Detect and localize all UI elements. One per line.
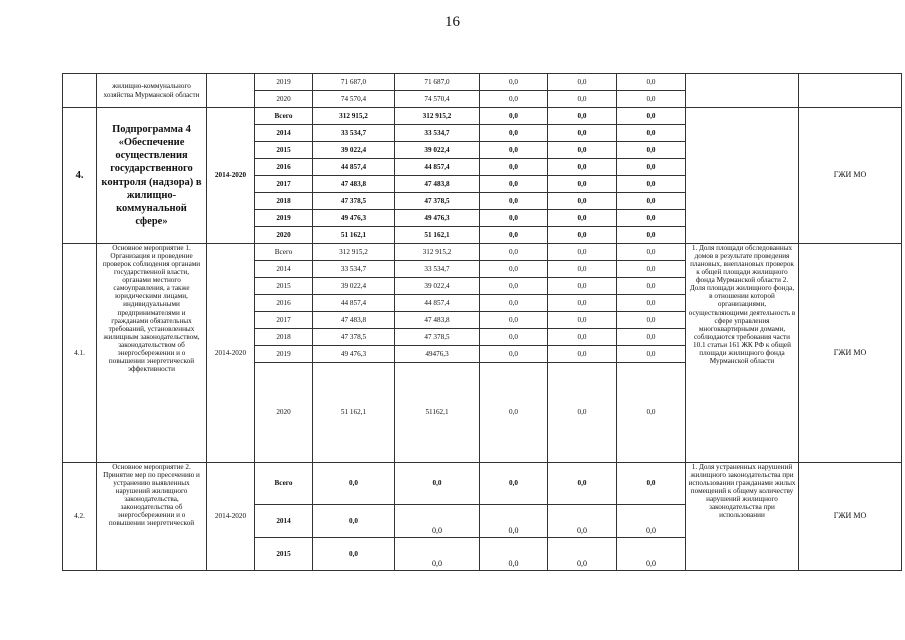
year-cell: 2016 — [255, 159, 313, 176]
item-number-cell: 4.2. — [63, 463, 97, 571]
period-cell — [207, 74, 255, 108]
federal-budget-cell: 0,0 — [480, 108, 548, 125]
other-sources-cell: 0,0 — [617, 329, 686, 346]
total-cell: 33 534,7 — [313, 261, 395, 278]
other-sources-cell: 0,0 — [617, 210, 686, 227]
item-name-cell: Подпрограмма 4 «Обеспечение осуществления государственного контроля (надзора) в жилищно-коммунальной сфере» — [97, 108, 207, 244]
regional-budget-cell: 49 476,3 — [395, 210, 480, 227]
year-cell: 2020 — [255, 363, 313, 463]
local-budget-cell: 0,0 — [548, 244, 617, 261]
total-cell: 47 378,5 — [313, 193, 395, 210]
period-cell: 2014-2020 — [207, 108, 255, 244]
item-number-cell: 4.1. — [63, 244, 97, 463]
total-cell: 49 476,3 — [313, 210, 395, 227]
other-sources-cell: 0,0 — [617, 159, 686, 176]
other-sources-cell: 0,0 — [617, 125, 686, 142]
local-budget-cell: 0,0 — [548, 538, 617, 571]
regional-budget-cell: 0,0 — [395, 538, 480, 571]
executor-cell: ГЖИ МО — [799, 463, 902, 571]
other-sources-cell: 0,0 — [617, 538, 686, 571]
regional-budget-cell: 49476,3 — [395, 346, 480, 363]
year-cell: 2020 — [255, 227, 313, 244]
other-sources-cell: 0,0 — [617, 463, 686, 505]
local-budget-cell: 0,0 — [548, 142, 617, 159]
executor-cell: ГЖИ МО — [799, 244, 902, 463]
federal-budget-cell: 0,0 — [480, 538, 548, 571]
year-cell: 2014 — [255, 505, 313, 538]
year-cell: 2018 — [255, 193, 313, 210]
other-sources-cell: 0,0 — [617, 295, 686, 312]
regional-budget-cell: 51162,1 — [395, 363, 480, 463]
federal-budget-cell: 0,0 — [480, 193, 548, 210]
year-cell: 2015 — [255, 142, 313, 159]
local-budget-cell: 0,0 — [548, 278, 617, 295]
table-row — [63, 108, 902, 125]
other-sources-cell: 0,0 — [617, 505, 686, 538]
total-cell: 44 857,4 — [313, 295, 395, 312]
total-cell: 0,0 — [313, 505, 395, 538]
local-budget-cell: 0,0 — [548, 363, 617, 463]
local-budget-cell: 0,0 — [548, 295, 617, 312]
executor-cell — [799, 74, 902, 108]
program-table — [62, 73, 902, 571]
federal-budget-cell: 0,0 — [480, 159, 548, 176]
total-cell: 74 570,4 — [313, 91, 395, 108]
total-cell: 39 022,4 — [313, 142, 395, 159]
year-cell: Всего — [255, 108, 313, 125]
indicator-cell — [686, 74, 799, 108]
local-budget-cell: 0,0 — [548, 91, 617, 108]
local-budget-cell: 0,0 — [548, 108, 617, 125]
regional-budget-cell: 47 483,8 — [395, 312, 480, 329]
federal-budget-cell: 0,0 — [480, 125, 548, 142]
indicator-cell: 1. Доля площади обследованных домов в результате проведения плановых, внеплановых проверок к общей площади жилищного фонда Мурманской области 2. Доля площади жилищного фонда, в отношении которой организациями, осуществляющими деятельность в сфере управления многоквартирными домами, соблюдаются требования части 10.1 статьи 161 ЖК РФ к общей площади жилищного фонда Мурманской области — [686, 244, 799, 463]
federal-budget-cell: 0,0 — [480, 278, 548, 295]
total-cell: 0,0 — [313, 463, 395, 505]
page-number: 16 — [445, 14, 460, 30]
federal-budget-cell: 0,0 — [480, 346, 548, 363]
other-sources-cell: 0,0 — [617, 91, 686, 108]
local-budget-cell: 0,0 — [548, 125, 617, 142]
total-cell: 47 483,8 — [313, 312, 395, 329]
item-number-cell: 4. — [63, 108, 97, 244]
table-row — [63, 74, 902, 91]
year-cell: Всего — [255, 244, 313, 261]
table-body — [63, 74, 902, 571]
item-name-cell: Основное мероприятие 1. Организация и проведение проверок соблюдения органами государственной власти, органами местного самоуправления, а также юридическими лицами, индивидуальными предпринимателями и гражданами обязательных требований, установленных жилищным законодательством, законодательством об энергосбережении и о повышении энергетической эффективности — [97, 244, 207, 463]
period-cell: 2014-2020 — [207, 244, 255, 463]
year-cell: 2020 — [255, 91, 313, 108]
total-cell: 51 162,1 — [313, 227, 395, 244]
other-sources-cell: 0,0 — [617, 244, 686, 261]
local-budget-cell: 0,0 — [548, 346, 617, 363]
local-budget-cell: 0,0 — [548, 463, 617, 505]
executor-cell: ГЖИ МО — [799, 108, 902, 244]
year-cell: 2016 — [255, 295, 313, 312]
federal-budget-cell: 0,0 — [480, 295, 548, 312]
other-sources-cell: 0,0 — [617, 74, 686, 91]
total-cell: 0,0 — [313, 538, 395, 571]
federal-budget-cell: 0,0 — [480, 363, 548, 463]
total-cell: 44 857,4 — [313, 159, 395, 176]
federal-budget-cell: 0,0 — [480, 74, 548, 91]
local-budget-cell: 0,0 — [548, 210, 617, 227]
year-cell: 2019 — [255, 74, 313, 91]
year-cell: 2017 — [255, 176, 313, 193]
regional-budget-cell: 71 687,0 — [395, 74, 480, 91]
federal-budget-cell: 0,0 — [480, 142, 548, 159]
local-budget-cell: 0,0 — [548, 261, 617, 278]
period-cell: 2014-2020 — [207, 463, 255, 571]
regional-budget-cell: 312 915,2 — [395, 108, 480, 125]
total-cell: 47 483,8 — [313, 176, 395, 193]
federal-budget-cell: 0,0 — [480, 244, 548, 261]
federal-budget-cell: 0,0 — [480, 261, 548, 278]
federal-budget-cell: 0,0 — [480, 210, 548, 227]
other-sources-cell: 0,0 — [617, 108, 686, 125]
federal-budget-cell: 0,0 — [480, 227, 548, 244]
regional-budget-cell: 33 534,7 — [395, 261, 480, 278]
local-budget-cell: 0,0 — [548, 193, 617, 210]
total-cell: 39 022,4 — [313, 278, 395, 295]
year-cell: 2019 — [255, 210, 313, 227]
federal-budget-cell: 0,0 — [480, 176, 548, 193]
regional-budget-cell: 47 378,5 — [395, 193, 480, 210]
federal-budget-cell: 0,0 — [480, 329, 548, 346]
total-cell: 47 378,5 — [313, 329, 395, 346]
local-budget-cell: 0,0 — [548, 159, 617, 176]
other-sources-cell: 0,0 — [617, 261, 686, 278]
regional-budget-cell: 0,0 — [395, 505, 480, 538]
local-budget-cell: 0,0 — [548, 329, 617, 346]
year-cell: 2014 — [255, 125, 313, 142]
table-row — [63, 244, 902, 261]
item-number-cell — [63, 74, 97, 108]
total-cell: 33 534,7 — [313, 125, 395, 142]
regional-budget-cell: 74 570,4 — [395, 91, 480, 108]
year-cell: 2017 — [255, 312, 313, 329]
regional-budget-cell: 51 162,1 — [395, 227, 480, 244]
table-row — [63, 463, 902, 505]
total-cell: 312 915,2 — [313, 244, 395, 261]
item-name-cell: Основное мероприятие 2. Принятие мер по пресечению и устранению выявленных нарушений жилищного законодательства, законодательства об энергосбережении и о повышении энергетической — [97, 463, 207, 571]
year-cell: 2018 — [255, 329, 313, 346]
year-cell: 2015 — [255, 538, 313, 571]
local-budget-cell: 0,0 — [548, 176, 617, 193]
other-sources-cell: 0,0 — [617, 176, 686, 193]
other-sources-cell: 0,0 — [617, 312, 686, 329]
regional-budget-cell: 33 534,7 — [395, 125, 480, 142]
other-sources-cell: 0,0 — [617, 142, 686, 159]
federal-budget-cell: 0,0 — [480, 505, 548, 538]
indicator-cell — [686, 108, 799, 244]
local-budget-cell: 0,0 — [548, 74, 617, 91]
year-cell: 2014 — [255, 261, 313, 278]
local-budget-cell: 0,0 — [548, 505, 617, 538]
total-cell: 71 687,0 — [313, 74, 395, 91]
regional-budget-cell: 44 857,4 — [395, 295, 480, 312]
other-sources-cell: 0,0 — [617, 278, 686, 295]
other-sources-cell: 0,0 — [617, 346, 686, 363]
regional-budget-cell: 44 857,4 — [395, 159, 480, 176]
item-name-cell: жилищно-коммунального хозяйства Мурманской области — [97, 74, 207, 108]
regional-budget-cell: 47 483,8 — [395, 176, 480, 193]
indicator-cell: 1. Доля устраненных нарушений жилищного законодательства при использовании гражданами жилых помещений к общему количеству нарушений жилищного законодательства при использовании — [686, 463, 799, 571]
total-cell: 312 915,2 — [313, 108, 395, 125]
local-budget-cell: 0,0 — [548, 227, 617, 244]
regional-budget-cell: 47 378,5 — [395, 329, 480, 346]
other-sources-cell: 0,0 — [617, 227, 686, 244]
federal-budget-cell: 0,0 — [480, 463, 548, 505]
total-cell: 49 476,3 — [313, 346, 395, 363]
regional-budget-cell: 39 022,4 — [395, 142, 480, 159]
federal-budget-cell: 0,0 — [480, 91, 548, 108]
regional-budget-cell: 0,0 — [395, 463, 480, 505]
regional-budget-cell: 312 915,2 — [395, 244, 480, 261]
other-sources-cell: 0,0 — [617, 193, 686, 210]
year-cell: Всего — [255, 463, 313, 505]
local-budget-cell: 0,0 — [548, 312, 617, 329]
year-cell: 2019 — [255, 346, 313, 363]
year-cell: 2015 — [255, 278, 313, 295]
total-cell: 51 162,1 — [313, 363, 395, 463]
other-sources-cell: 0,0 — [617, 363, 686, 463]
federal-budget-cell: 0,0 — [480, 312, 548, 329]
regional-budget-cell: 39 022,4 — [395, 278, 480, 295]
